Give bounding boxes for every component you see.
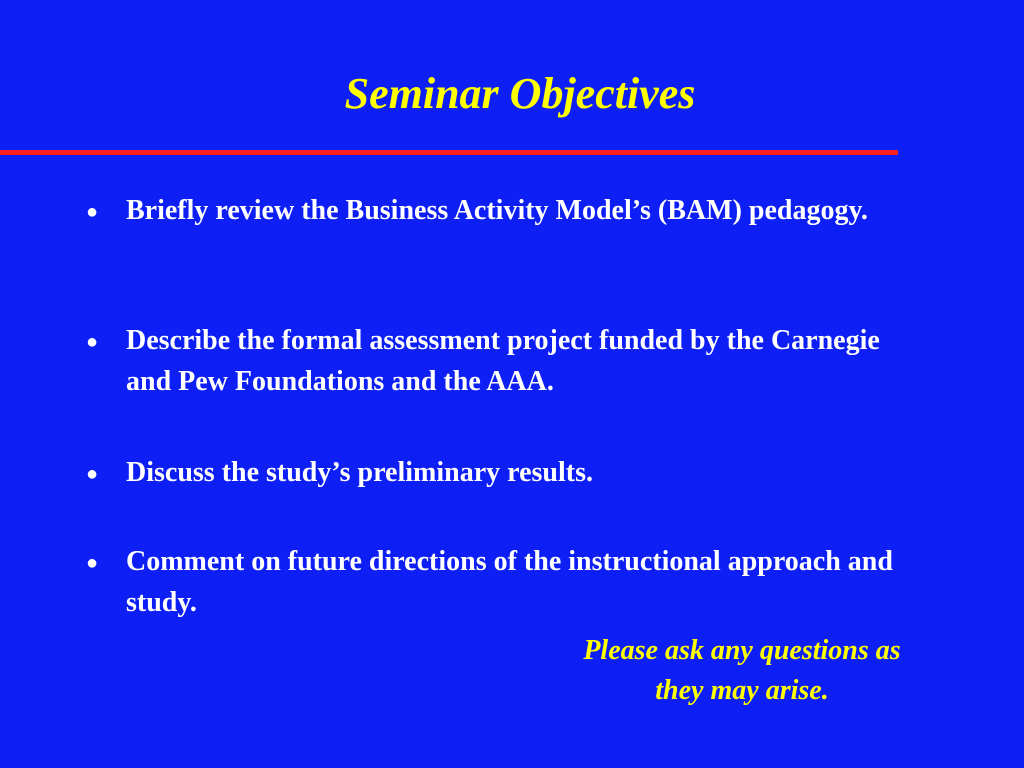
- bullet-icon: ●: [86, 201, 99, 223]
- questions-note-line-1: Please ask any questions as: [583, 635, 901, 666]
- bullet-icon: ●: [86, 331, 99, 353]
- bullet-text: Discuss the study’s preliminary results.: [126, 457, 593, 488]
- title-underline: [0, 150, 898, 155]
- bullet-text: Describe the formal assessment project funded by the Carnegie and Pew Foundations and the AAA.: [126, 325, 880, 397]
- bullet-icon: ●: [86, 463, 99, 485]
- bullet-text: Comment on future directions of the instructional approach and study.: [126, 546, 893, 618]
- questions-note-line-2: they may arise.: [655, 675, 829, 706]
- slide-title: Seminar Objectives: [344, 69, 696, 118]
- questions-note: [540, 631, 944, 711]
- bullet-text: Briefly review the Business Activity Model’s (BAM) pedagogy.: [126, 195, 868, 226]
- bullet-icon: ●: [86, 552, 99, 574]
